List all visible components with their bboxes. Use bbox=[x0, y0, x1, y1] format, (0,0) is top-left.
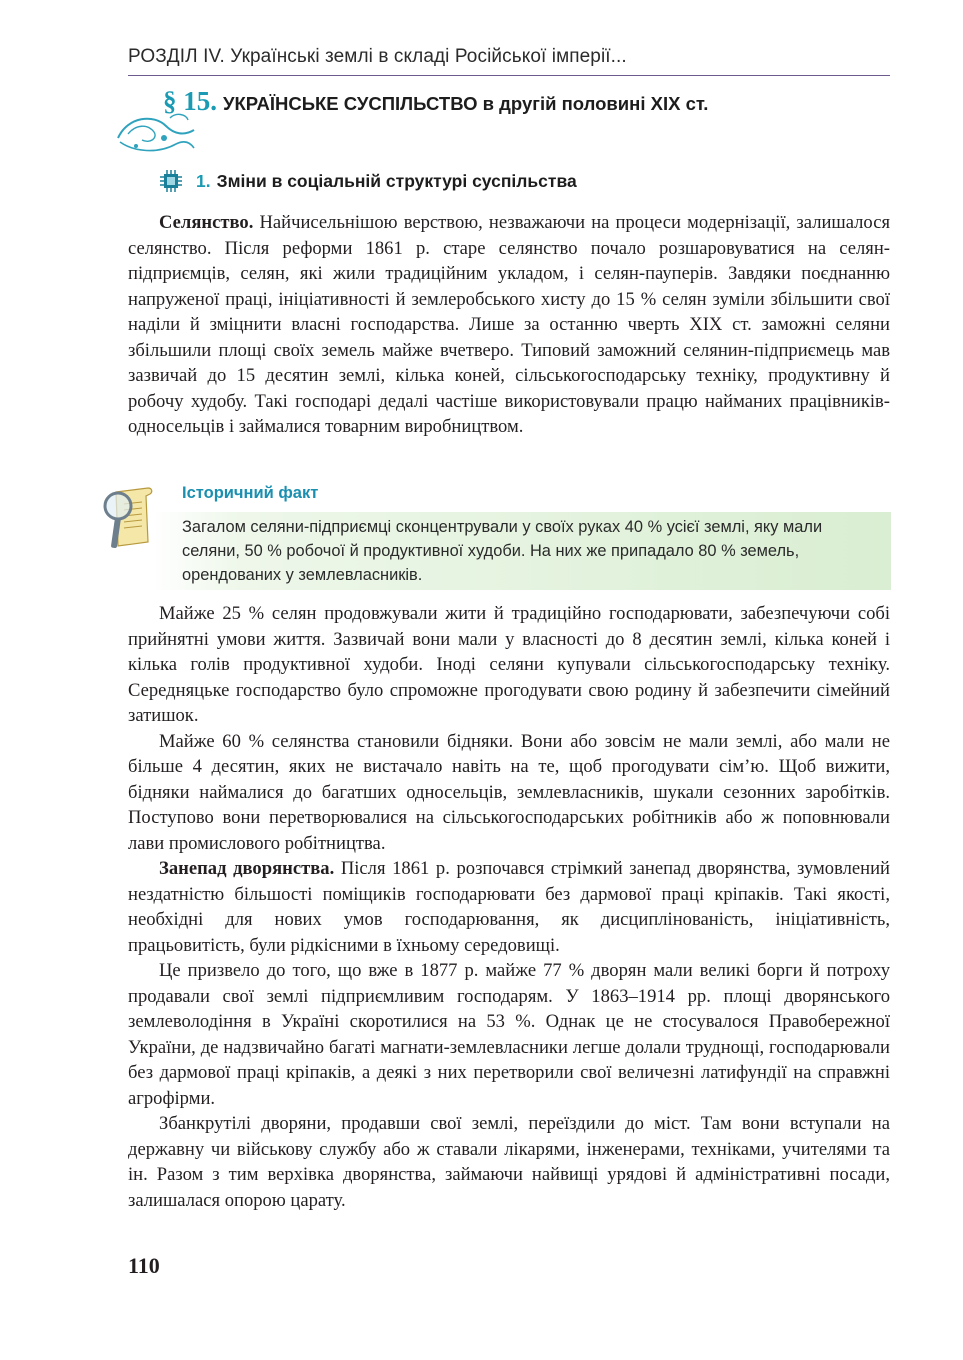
paragraph bbox=[128, 210, 890, 440]
section-heading bbox=[163, 86, 708, 117]
paragraph bbox=[128, 1111, 890, 1213]
chip-icon bbox=[160, 170, 182, 192]
body-text-top bbox=[128, 210, 890, 440]
running-title: РОЗДІЛ IV. Українські землі в складі Російської імперії... bbox=[128, 46, 627, 67]
paragraph-text: Найчисельнішою верствою, незважаючи на процеси модернізації, залишалося селянство. Після реформи 1861 р. старе селянство почало розшаровуватися на селян-підприємців, селян, які жили традиційним укладом, і селян-пауперів. Завдяки поєднанню напруженої праці, ініціативності й землеробського хисту до 15 % селян зуміли збільшити свої наділи й зміцнити власні господарства. Лише за останню чверть XIX ст. заможні селяни збільшили площі своїх земель майже вчетверо. Типовий заможний селянин-підприємець мав зазвичай до 15 десятин землі, кілька коней, сільськогосподарську техніку, продуктивну й робочу худобу. Такі господарі дедалі частіше використовували працю найманих працівників-односельців і займалися товарним виробництвом. bbox=[128, 212, 890, 437]
fact-text: Загалом селяни-підприємці сконцентрували у своїх руках 40 % усієї землі, яку мали селяни, 50 % робочої й продуктивної худоби. На них же припадало 80 % земель, орендованих у землевласників. bbox=[182, 518, 823, 584]
paragraph bbox=[128, 601, 890, 729]
paragraph-text: Майже 60 % селянства становили бідняки. Вони або зовсім не мали землі, або мали не більше 4 десятин, яких не вистачало навіть на те, щоб прогодувати сім’ю. Щоб вижити, бідняки наймалися до багатших односельців, землевласників, шукали сезонних заробітків. Поступово вони перетворювалися на сільськогосподарських робітників або ж поповнювали лави промислового робітництва. bbox=[128, 730, 890, 854]
paragraph-text: Майже 25 % селян продовжували жити й традиційно господарювати, забезпечуючи собі прийнятні умови життя. Зазвичай вони мали у власності до 8 десятин землі, кілька коней і кілька голів продуктивної худоби. Іноді селяни купували сільськогосподарську техніку. Середняцьке господарство було спроможне прогодувати свою родину й забезпечити сімейний затишок. bbox=[128, 603, 890, 726]
paragraph bbox=[128, 958, 890, 1111]
section-number: § 15. bbox=[163, 86, 217, 116]
header-rule bbox=[128, 75, 890, 76]
fact-title: Історичний факт bbox=[182, 484, 319, 502]
subsection-heading bbox=[160, 170, 577, 192]
paragraph-lead: Занепад дворянства. bbox=[159, 858, 335, 879]
paragraph bbox=[128, 729, 890, 857]
section-title: УКРАЇНСЬКЕ СУСПІЛЬСТВО в другій половині XIX ст. bbox=[223, 93, 709, 114]
paragraph-text: Після 1861 р. розпочався стрімкий занепад дворянства, зумовлений нездатністю більшості поміщиків господарювати без дармової праці кріпаків. Такі якості, необхідні для нових умов господарювання, як дисциплінованість, ініціативність, працьовитість, були рідкісними в їхньому середовищі. bbox=[128, 858, 890, 956]
magnifier-scroll-icon bbox=[98, 482, 156, 558]
subsection-number: 1. bbox=[196, 170, 211, 191]
paragraph-text: Це призвело до того, що вже в 1877 р. майже 77 % дворян мали великі борги й потроху продавали свої землі підприємливим господарям. У 1863–1914 рр. площі дворянського землеволодіння в Україні скоротилися на 53 %. Однак це не стосувалося Правобережної України, де надзвичайно багаті магнати-землевласники легше долали труднощі, господарювали без дармової праці кріпаків, а деякі з них перетворили свої величезні латифундії на справжні агрофірми. bbox=[128, 960, 890, 1109]
paragraph-text: Збанкрутілі дворяни, продавши свої землі, переїздили до міст. Там вони вступали на державну чи військову службу або ж ставали лікарями, інженерами, техніками, учителями та ін. Разом з тим верхівка дворянства, займаючи найвищі урядові й адміністративні посади, залишалася опорою царату. bbox=[128, 1113, 890, 1211]
paragraph-lead: Селянство. bbox=[159, 212, 254, 233]
subsection-title: Зміни в соціальній структурі суспільства bbox=[216, 170, 577, 191]
body-text-bottom bbox=[128, 601, 890, 1213]
page-number: 110 bbox=[128, 1253, 160, 1278]
paragraph bbox=[128, 856, 890, 958]
